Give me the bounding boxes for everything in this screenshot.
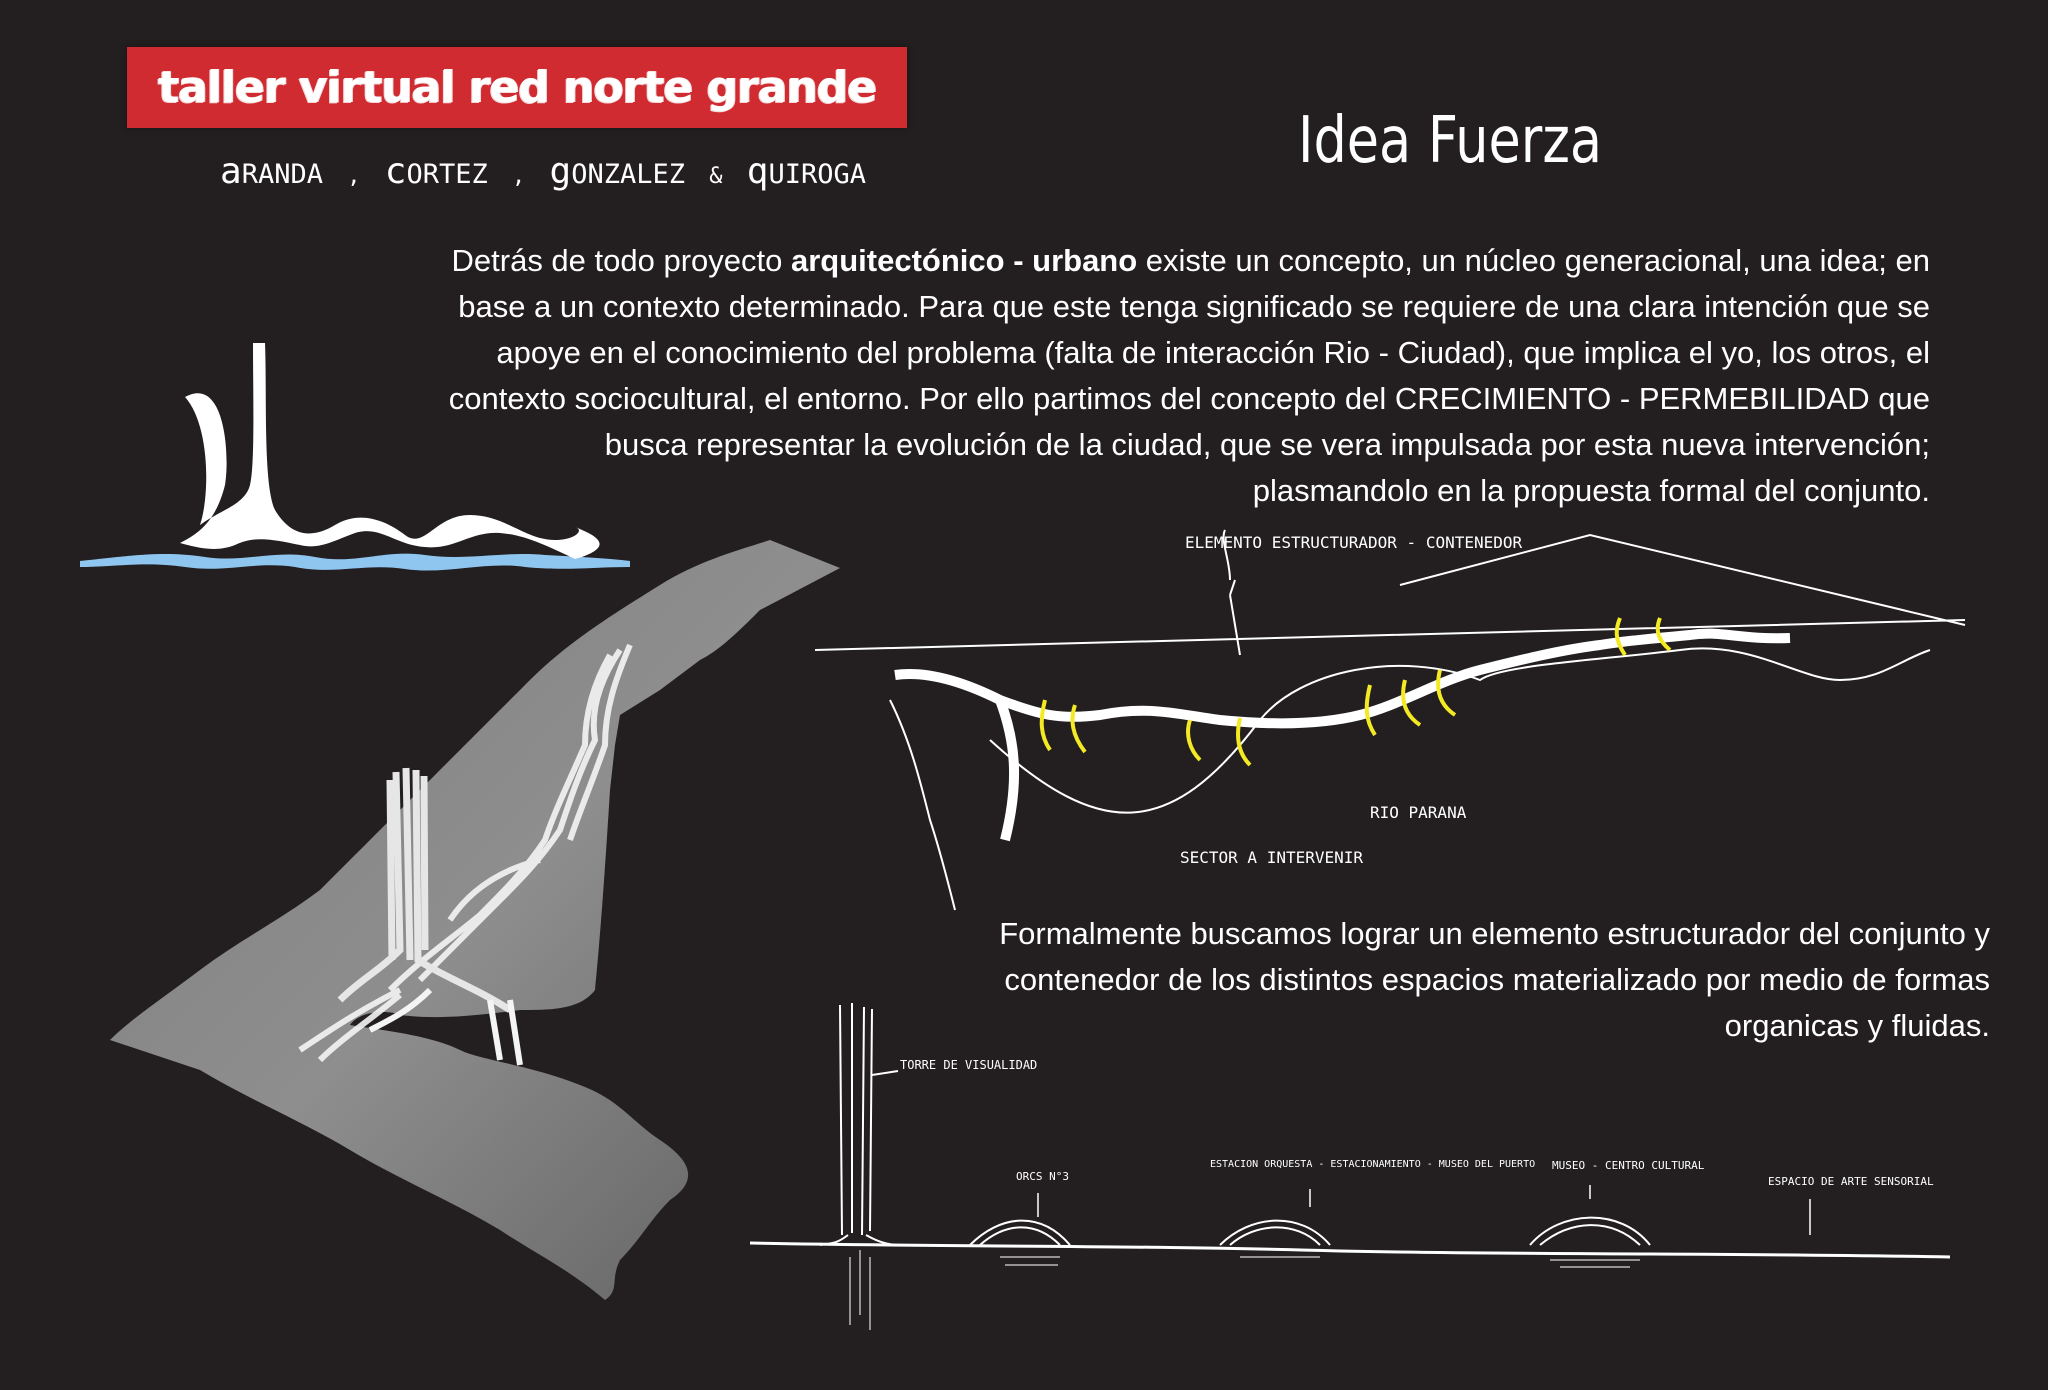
- page-title: Idea Fuerza: [1297, 104, 1603, 178]
- sketch-ribbon: [895, 634, 1790, 840]
- sketch-lines: [815, 530, 1965, 910]
- label-museo: MUSEO - CENTRO CULTURAL: [1552, 1159, 1705, 1172]
- intro-line: contexto sociocultural, el entorno. Por ello partimos del concepto del CRECIMIENTO - PERMEBILIDAD que: [448, 381, 1930, 416]
- author-initial: a: [220, 151, 242, 192]
- author-name: ONZALEZ: [571, 159, 685, 190]
- yellow-arrows: [1042, 618, 1670, 765]
- intro-line: busca representar la evolución de la ciudad, que se vera impulsada por esta nueva intervención;: [604, 427, 1930, 462]
- ribbon-stroke: [180, 343, 600, 559]
- author-initial: q: [746, 151, 769, 192]
- label-sector: SECTOR A INTERVENIR: [1180, 848, 1364, 867]
- author-separator: ,: [347, 164, 361, 189]
- domes-sketch: [970, 1218, 1650, 1245]
- author-name: ORTEZ: [406, 159, 488, 190]
- formal-line: contenedor de los distintos espacios materializado por medio de formas: [1004, 962, 1990, 997]
- reflections: [850, 1250, 1640, 1330]
- concept-ribbon-logo: [75, 335, 635, 575]
- author-separator: ,: [511, 164, 526, 189]
- intro-bold-text: arquitectónico - urbano: [791, 243, 1138, 278]
- formal-line: organicas y fluidas.: [1724, 1008, 1990, 1043]
- banner-title: taller virtual red norte grande: [157, 62, 876, 113]
- authors-line: [220, 151, 866, 192]
- header-banner: [127, 47, 907, 128]
- label-estacion: ESTACION ORQUESTA - ESTACIONAMIENTO - MUSEO DEL PUERTO: [1210, 1159, 1536, 1170]
- model-photo: [100, 540, 850, 1300]
- tower-sketch: [820, 1003, 900, 1245]
- plan-sketch: [800, 520, 1980, 920]
- intro-line: base a un contexto determinado. Para que este tenga significado se requiere de una clara intención que se: [458, 289, 1930, 324]
- intro-line: [270, 238, 1930, 284]
- label-torre: TORRE DE VISUALIDAD: [900, 1058, 1038, 1072]
- ground-line: [750, 1243, 1950, 1257]
- elevation-sketch: [740, 995, 1970, 1365]
- intro-line: plasmandolo en la propuesta formal del conjunto.: [1252, 473, 1930, 508]
- label-orcs: ORCS N°3: [1016, 1170, 1069, 1183]
- label-elemento: ELEMENTO ESTRUCTURADOR - CONTENEDOR: [1185, 533, 1523, 552]
- label-arrows: [1038, 1185, 1810, 1235]
- author-name: UIROGA: [768, 159, 866, 190]
- author-name: RANDA: [241, 159, 323, 190]
- author-ampersand: &: [709, 164, 723, 189]
- author-initial: c: [384, 151, 407, 192]
- label-rio: RIO PARANA: [1370, 803, 1467, 822]
- author-initial: g: [549, 151, 572, 192]
- intro-text: existe un concepto, un núcleo generacional, una idea; en: [1137, 243, 1930, 278]
- formal-line: Formalmente buscamos lograr un elemento estructurador del conjunto y: [999, 916, 1990, 951]
- label-espacio: ESPACIO DE ARTE SENSORIAL: [1768, 1175, 1934, 1188]
- intro-text: Detrás de todo proyecto: [451, 243, 791, 278]
- intro-line: apoye en el conocimiento del problema (falta de interacción Rio - Ciudad), que implica el yo, los otros, el: [496, 335, 1930, 370]
